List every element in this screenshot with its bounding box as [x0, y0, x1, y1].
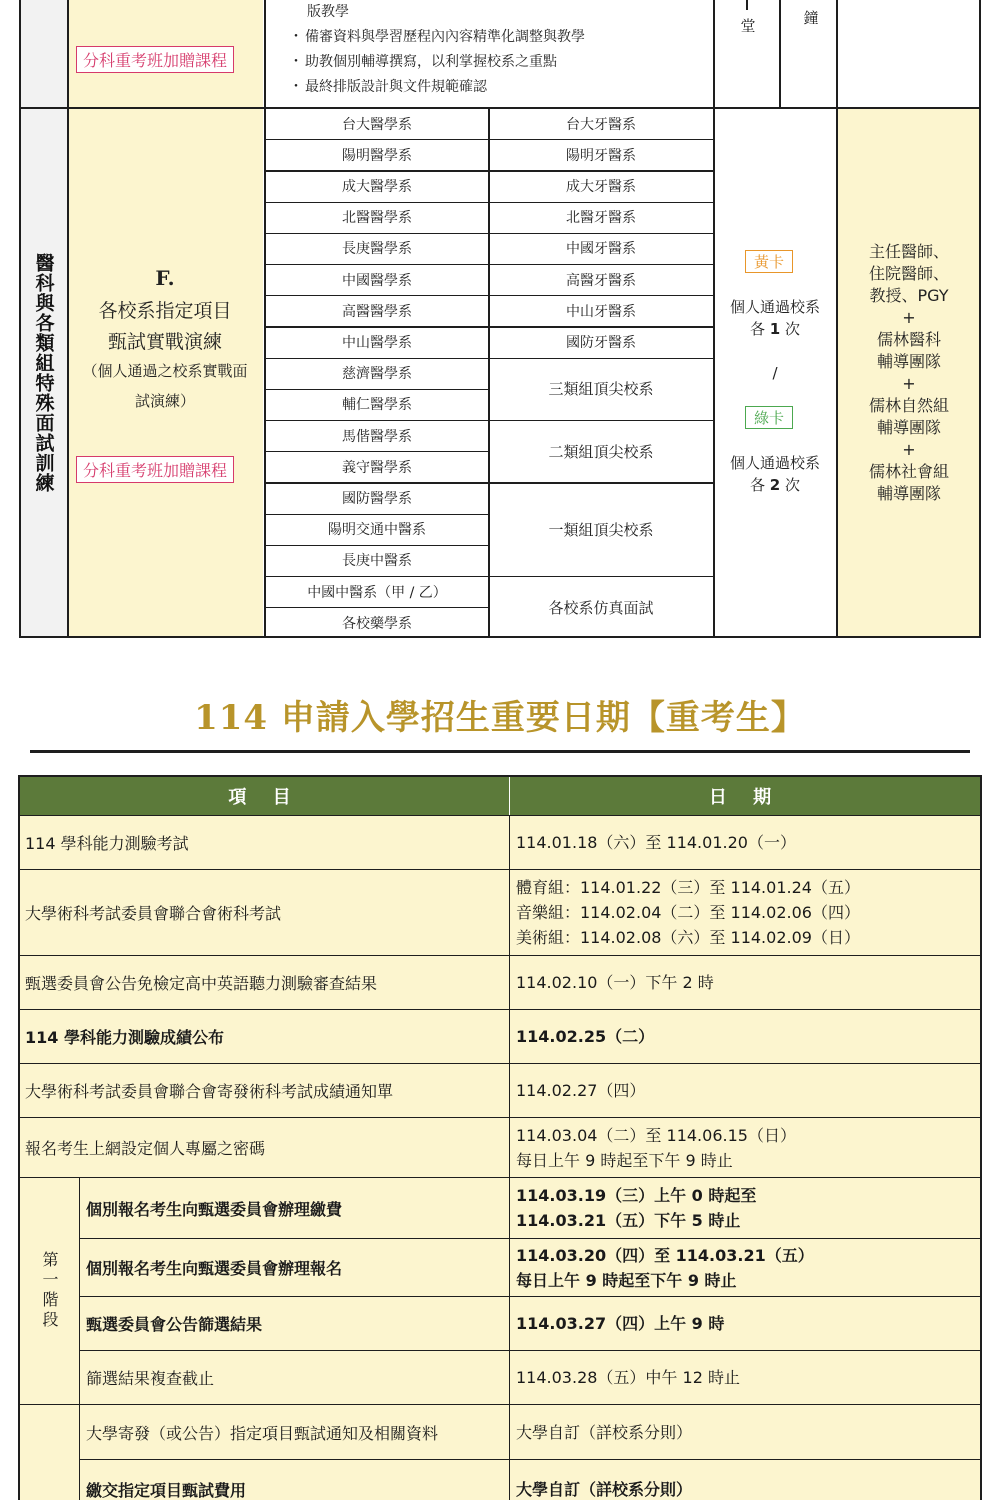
group-cell: 各校系仿真面試 [548, 598, 654, 617]
yellow-desc-prefix: 各 [749, 320, 765, 338]
teacher-list [839, 241, 979, 505]
group-cell: 一類組頂尖校系 [548, 520, 654, 539]
row-item: 個別報名考生向甄選委員會辦理報名 [80, 1239, 510, 1296]
school-cell: 國防醫學系 [342, 490, 412, 507]
yellow-desc-suffix: 次 [785, 320, 801, 338]
prev-bullets [289, 0, 585, 100]
school-cell: 台大牙醫系 [566, 116, 636, 133]
row-date [510, 1297, 980, 1350]
grid-line [489, 295, 713, 296]
school-cell: 中國醫學系 [342, 272, 412, 289]
teacher-line: + [902, 374, 916, 393]
school-cell: 陽明牙醫系 [566, 147, 636, 164]
row-date [510, 1178, 980, 1238]
grid-line [489, 358, 713, 359]
date-line: 114.02.27（四） [516, 1081, 646, 1100]
grid-line [488, 108, 490, 638]
date-line: 大學自訂（詳校系分則） [516, 1480, 693, 1499]
table-row [80, 1178, 980, 1238]
teacher-line: 輔導團隊 [876, 484, 941, 503]
row-date [510, 1010, 980, 1063]
course-name-line1: 各校系指定項目 [98, 300, 232, 322]
grid-line [265, 545, 489, 546]
table-row [20, 955, 980, 1009]
green-desc-suffix: 次 [785, 476, 801, 494]
green-desc-prefix: 各 [749, 476, 765, 494]
table-row [20, 815, 980, 869]
page-title: 114 申請入學招生重要日期【重考生】 [194, 698, 806, 738]
stage1-label: 第一階段 [40, 1251, 59, 1331]
date-line: 114.03.28（五）中午 12 時止 [516, 1368, 740, 1387]
grid-line [265, 576, 489, 577]
grid-line [713, 0, 715, 638]
course-note-line2: 試演練） [134, 392, 195, 410]
grid-line [265, 233, 489, 234]
prev-minutes-fragment: 鐘 [803, 8, 819, 27]
date-table-header [20, 777, 980, 815]
header-date: 日 期 [708, 787, 782, 808]
school-cell: 陽明醫學系 [342, 147, 412, 164]
teacher-line: 儒林醫科 [876, 330, 941, 349]
yellow-desc-line2 [713, 318, 837, 340]
row-date [510, 956, 980, 1009]
grid-line [265, 326, 489, 327]
grid-line [489, 326, 713, 327]
yellow-card-desc [713, 296, 837, 340]
grid-line [489, 264, 713, 265]
grid-line [489, 420, 713, 421]
grid-line [265, 420, 489, 421]
row-date [510, 1351, 980, 1404]
grid-line [489, 576, 713, 577]
yellow-count: 1 [769, 320, 781, 338]
row-date [510, 1239, 980, 1296]
table-row [80, 1350, 980, 1404]
teacher-line: 主任醫師、 [868, 242, 949, 261]
yellow-card-badge: 黃卡 [745, 250, 793, 273]
prev-bullet-0: 版教學 [307, 4, 349, 20]
row-item: 114 學科能力測驗考試 [20, 816, 510, 869]
school-cell: 成大醫學系 [342, 178, 412, 195]
school-cell: 台大醫學系 [342, 116, 412, 133]
green-desc-line2 [713, 474, 837, 496]
teacher-line: 儒林自然組 [868, 396, 949, 415]
date-line: 114.01.18（六）至 114.01.20（一） [516, 833, 796, 852]
date-line: 每日上午 9 時起至下午 9 時止 [516, 1270, 737, 1290]
table-row [20, 1009, 980, 1063]
course-table [19, 0, 981, 638]
school-cell: 義守醫學系 [342, 459, 412, 476]
grid-line [265, 451, 489, 452]
date-line: 體育組：114.01.22（三）至 114.01.24（五） [516, 878, 860, 897]
stage1-group [20, 1177, 980, 1404]
school-cell: 成大牙醫系 [566, 178, 636, 195]
school-cell: 長庚中醫系 [342, 553, 412, 570]
table-row [20, 869, 980, 955]
prev-bullet-3: ・ 最終排版設計與文件規範確認 [289, 75, 585, 100]
table-row [80, 1459, 980, 1500]
grid-line [265, 139, 489, 140]
date-line: 114.03.20（四）至 114.03.21（五） [516, 1245, 814, 1265]
table-row [80, 1238, 980, 1296]
row-date [510, 870, 980, 955]
row-item: 甄選委員會公告免檢定高中英語聽力測驗審查結果 [20, 956, 510, 1009]
row-item: 個別報名考生向甄選委員會辦理繳費 [80, 1178, 510, 1238]
grid-line [265, 607, 489, 608]
grid-line [489, 170, 713, 171]
row-item: 114 學科能力測驗成績公布 [20, 1010, 510, 1063]
grid-line [265, 170, 489, 171]
table-row [20, 1063, 980, 1117]
date-line: 114.03.27（四）上午 9 時 [516, 1314, 725, 1333]
group-cell: 二類組頂尖校系 [548, 442, 654, 461]
prev-sessions-fragment: 堂 [740, 16, 756, 35]
row-date [510, 1460, 980, 1500]
teacher-line: 儒林社會組 [868, 462, 949, 481]
school-cell: 北醫醫學系 [342, 210, 412, 227]
date-line: 大學自訂（詳校系分則） [516, 1422, 693, 1442]
table-row [80, 1296, 980, 1350]
stage1-rows [80, 1178, 980, 1404]
grid-line [489, 139, 713, 140]
grid-line [265, 482, 489, 483]
school-cell: 北醫牙醫系 [566, 210, 636, 227]
stage2-rows [80, 1405, 980, 1500]
school-cell: 各校藥學系 [342, 615, 412, 632]
school-cell: 慈濟醫學系 [342, 366, 412, 383]
table-row [20, 1117, 980, 1177]
teacher-line: 教授、PGY [869, 286, 949, 305]
stage2-label-cell [20, 1405, 80, 1500]
grid-line [67, 0, 69, 638]
date-line: 114.02.10（一）下午 2 時 [516, 973, 714, 992]
row-item: 繳交指定項目甄試費用 [80, 1460, 510, 1500]
row-item: 大學術科考試委員會聯合會寄發術科考試成績通知單 [20, 1064, 510, 1117]
grid-line [265, 358, 489, 359]
prev-glyph-stroke [746, 0, 748, 10]
grid-line [265, 389, 489, 390]
date-line: 每日上午 9 時起至下午 9 時止 [516, 1150, 733, 1170]
school-cell: 高醫牙醫系 [566, 272, 636, 289]
course-bonus-badge: 分科重考班加贈課程 [76, 456, 234, 483]
section-title: 醫科與各類組特殊面試訓練 [32, 253, 55, 493]
grid-line [489, 482, 713, 483]
grid-line [779, 0, 781, 108]
section-title-cell [21, 108, 67, 638]
grid-line [19, 107, 981, 109]
table-row [80, 1405, 980, 1459]
grid-line [979, 0, 981, 638]
teacher-line: 輔導團隊 [876, 418, 941, 437]
prev-bullet-1: ・ 備審資料與學習歷程內內容精準化調整與教學 [289, 25, 585, 50]
prev-bonus-badge: 分科重考班加贈課程 [76, 46, 234, 73]
teacher-line: 輔導團隊 [876, 352, 941, 371]
date-table [18, 775, 982, 1500]
row-item: 篩選結果複查截止 [80, 1351, 510, 1404]
school-cell: 高醫醫學系 [342, 303, 412, 320]
school-cell: 國防牙醫系 [566, 334, 636, 351]
date-line: 音樂組：114.02.04（二）至 114.02.06（四） [516, 903, 860, 922]
school-cell: 中國中醫系（甲 / 乙） [307, 584, 447, 601]
row-item: 甄選委員會公告篩選結果 [80, 1297, 510, 1350]
school-cell: 馬偕醫學系 [342, 428, 412, 445]
course-note-line1: （個人通過之校系實戰面 [82, 362, 248, 380]
date-line: 114.03.04（二）至 114.06.15（日） [516, 1125, 796, 1145]
teacher-line: + [902, 440, 916, 459]
header-item: 項 目 [20, 777, 510, 815]
grid-line [265, 514, 489, 515]
school-cell: 輔仁醫學系 [342, 397, 412, 414]
date-line: 美術組：114.02.08（六）至 114.02.09（日） [516, 928, 860, 947]
school-cell: 陽明交通中醫系 [328, 522, 426, 539]
row-date [510, 1118, 980, 1177]
row-item: 大學寄發（或公告）指定項目甄試通知及相關資料 [80, 1405, 510, 1459]
date-line: 114.03.19（三）上午 0 時起至 [516, 1186, 757, 1205]
grid-line [489, 233, 713, 234]
grid-line [264, 0, 266, 638]
grid-line [265, 264, 489, 265]
title-rule [30, 750, 970, 753]
school-cell: 中國牙醫系 [566, 241, 636, 258]
teacher-line: 住院醫師、 [868, 264, 949, 283]
date-rows [20, 815, 980, 1177]
grid-line [489, 202, 713, 203]
green-desc-line1: 個人通過校系 [729, 454, 820, 472]
teacher-line: + [902, 308, 916, 327]
row-date [510, 816, 980, 869]
date-line: 114.02.25（二） [516, 1027, 655, 1046]
group-cell: 三類組頂尖校系 [548, 380, 654, 399]
row-item: 報名考生上網設定個人專屬之密碼 [20, 1118, 510, 1177]
grid-line [265, 295, 489, 296]
school-cell: 中山醫學系 [342, 334, 412, 351]
row-date [510, 1405, 980, 1459]
stage2-group [20, 1404, 980, 1500]
row-item: 大學術科考試委員會聯合會術科考試 [20, 870, 510, 955]
card-separator: / [772, 364, 778, 382]
prev-bullet-2: ・ 助教個別輔導撰寫，以利掌握校系之重點 [289, 50, 585, 75]
grid-line [265, 202, 489, 203]
date-line: 114.03.21（五）下午 5 時止 [516, 1211, 741, 1230]
green-count: 2 [769, 476, 781, 494]
grid-line [836, 0, 838, 638]
prev-title-cell [19, 0, 67, 108]
grid-line [19, 0, 21, 638]
school-cell: 長庚醫學系 [342, 241, 412, 258]
course-code: F. [155, 266, 175, 290]
green-card-badge: 綠卡 [745, 406, 793, 429]
row-date [510, 1064, 980, 1117]
course-name-line2: 甄試實戰演練 [107, 331, 222, 353]
green-card-desc [713, 452, 837, 496]
yellow-desc-line1: 個人通過校系 [729, 298, 820, 316]
stage1-label-cell [20, 1178, 80, 1404]
school-cell: 中山牙醫系 [566, 303, 636, 320]
